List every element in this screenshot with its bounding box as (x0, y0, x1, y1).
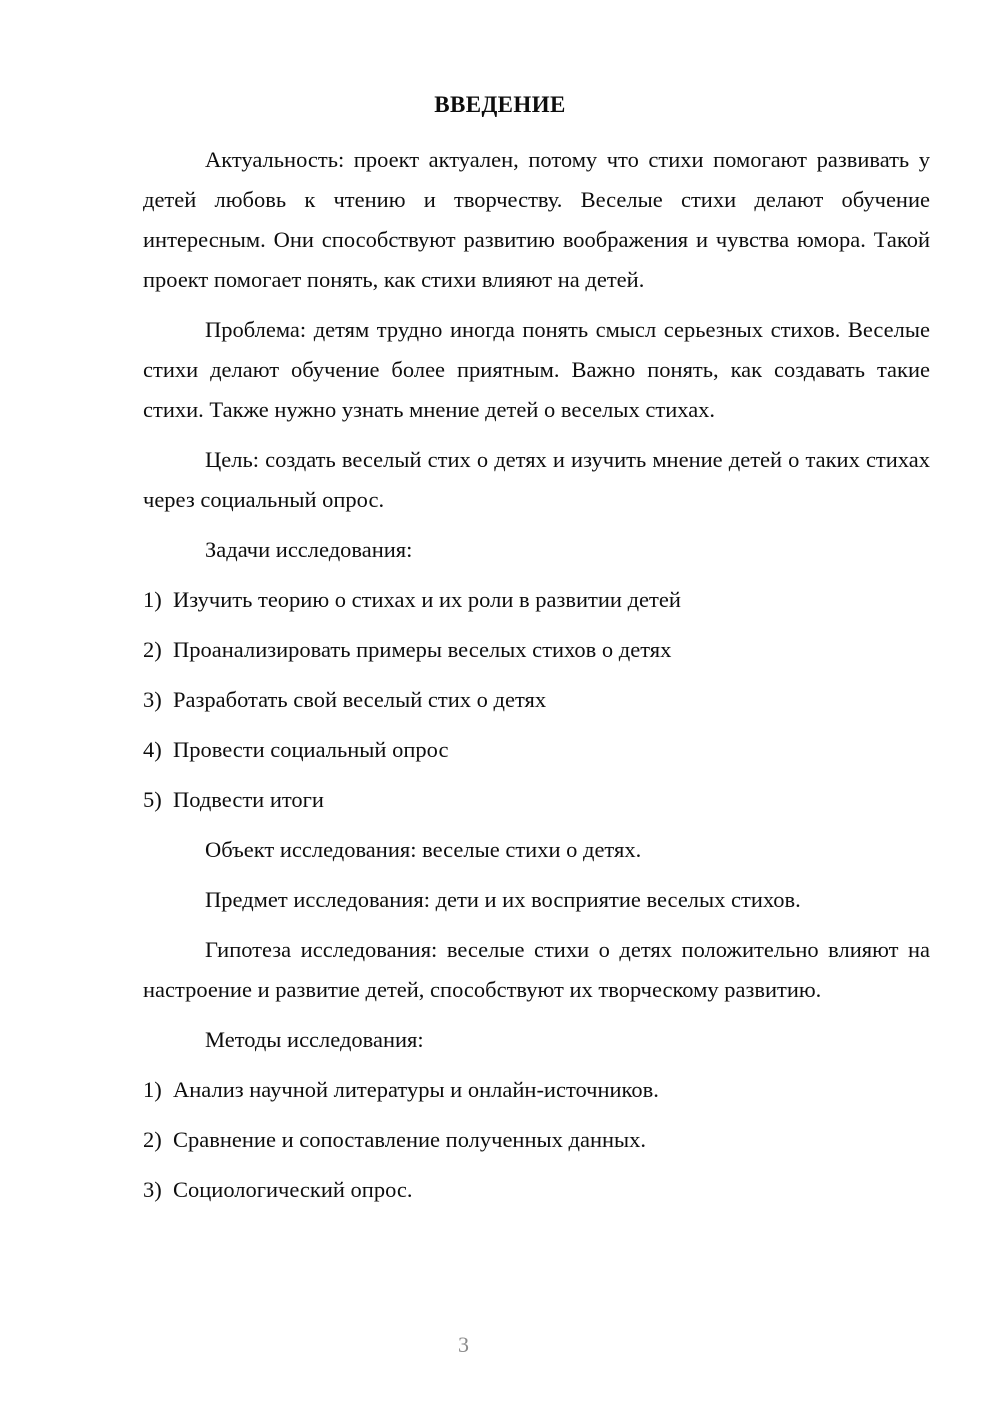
list-item (143, 1120, 930, 1160)
list-item-text: Подвести итоги (173, 787, 324, 812)
list-marker: 2) (143, 637, 162, 662)
paragraph-subject: Предмет исследования: дети и их восприятие веселых стихов. (205, 887, 801, 912)
list-item (143, 580, 930, 620)
list-item-text: Анализ научной литературы и онлайн-источников. (173, 1077, 659, 1102)
list-marker: 4) (143, 737, 162, 762)
list-item (143, 1070, 930, 1110)
paragraph-object: Объект исследования: веселые стихи о детях. (205, 837, 642, 862)
list-marker: 1) (143, 587, 162, 612)
page-title: ВВЕДЕНИЕ (434, 92, 566, 117)
list-item (143, 730, 930, 770)
list-item-text: Проанализировать примеры веселых стихов о детях (173, 637, 672, 662)
heading-tasks: Задачи исследования: (205, 537, 413, 562)
list-item-text: Сравнение и сопоставление полученных данных. (173, 1127, 647, 1152)
list-marker: 1) (143, 1077, 162, 1102)
paragraph-problem: Проблема: детям трудно иногда понять смысл серьезных стихов. Веселые стихи делают обучение более приятным. Важно понять, как создавать такие стихи. Также нужно узнать мнение детей о веселых стихах. (143, 317, 930, 422)
list-item (143, 1170, 930, 1210)
tasks-list (143, 580, 930, 820)
list-marker: 3) (143, 1177, 162, 1202)
list-item (143, 780, 930, 820)
list-item-text: Разработать свой веселый стих о детях (173, 687, 547, 712)
list-marker: 5) (143, 787, 162, 812)
paragraph-goal: Цель: создать веселый стих о детях и изучить мнение детей о таких стихах через социальный опрос. (143, 447, 930, 512)
methods-list (143, 1070, 930, 1210)
list-item-text: Социологический опрос. (173, 1177, 413, 1202)
list-item-text: Провести социальный опрос (173, 737, 449, 762)
list-marker: 3) (143, 687, 162, 712)
heading-methods: Методы исследования: (205, 1027, 424, 1052)
list-item (143, 680, 930, 720)
list-item-text: Изучить теорию о стихах и их роли в развитии детей (173, 587, 681, 612)
page-number: 3 (458, 1332, 469, 1357)
paragraph-hypothesis: Гипотеза исследования: веселые стихи о детях положительно влияют на настроение и развитие детей, способствуют их творческому развитию. (143, 937, 930, 1002)
paragraph-relevance: Актуальность: проект актуален, потому что стихи помогают развивать у детей любовь к чтению и творчеству. Веселые стихи делают обучение интересным. Они способствуют развитию воображения и чувства юмора. Такой проект помогает понять, как стихи влияют на детей. (143, 147, 930, 292)
document-body (143, 140, 930, 1210)
list-item (143, 630, 930, 670)
list-marker: 2) (143, 1127, 162, 1152)
